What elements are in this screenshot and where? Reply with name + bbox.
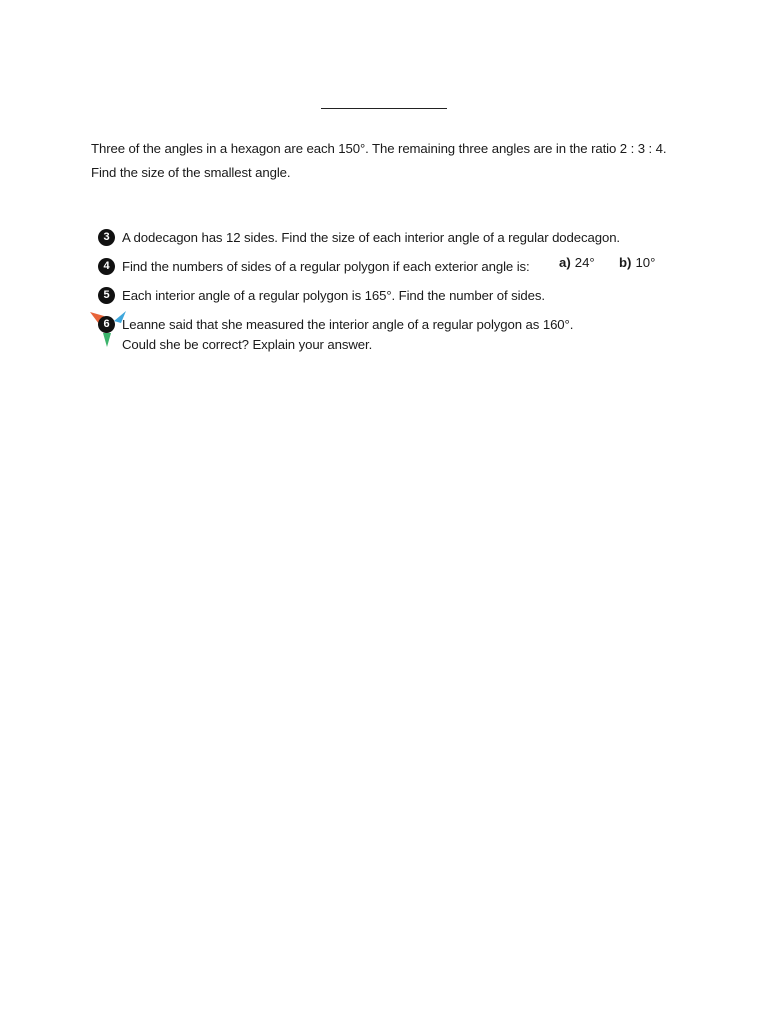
title-underline <box>321 108 447 109</box>
question-text: Each interior angle of a regular polygon is 165°. Find the number of sides. <box>122 287 545 303</box>
question-6 <box>98 314 573 334</box>
question-number-badge: 6 <box>98 316 115 333</box>
question-text: Find the numbers of sides of a regular polygon if each exterior angle is: <box>122 258 530 274</box>
question-3 <box>98 227 620 247</box>
part-label: a) <box>559 255 571 270</box>
intro-line-2: Find the size of the smallest angle. <box>91 165 291 180</box>
question-4-part-a <box>559 255 595 270</box>
intro-question <box>91 137 711 185</box>
question-text: Leanne said that she measured the interior angle of a regular polygon as 160°. <box>122 316 574 332</box>
mark-green-shape <box>103 333 111 347</box>
question-number-badge: 3 <box>98 229 115 246</box>
question-number-badge: 5 <box>98 287 115 304</box>
part-label: b) <box>619 255 632 270</box>
intro-line-1: Three of the angles in a hexagon are each 150°. The remaining three angles are in the ratio 2 : 3 : 4. <box>91 141 667 156</box>
question-5 <box>98 285 545 305</box>
part-value: 24° <box>574 255 595 270</box>
question-4 <box>98 256 530 276</box>
part-value: 10° <box>635 255 656 270</box>
question-6-continuation: Could she be correct? Explain your answer. <box>122 337 373 352</box>
question-text: A dodecagon has 12 sides. Find the size of each interior angle of a regular dodecagon. <box>122 229 620 245</box>
question-number-badge: 4 <box>98 258 115 275</box>
question-4-part-b <box>619 255 655 270</box>
